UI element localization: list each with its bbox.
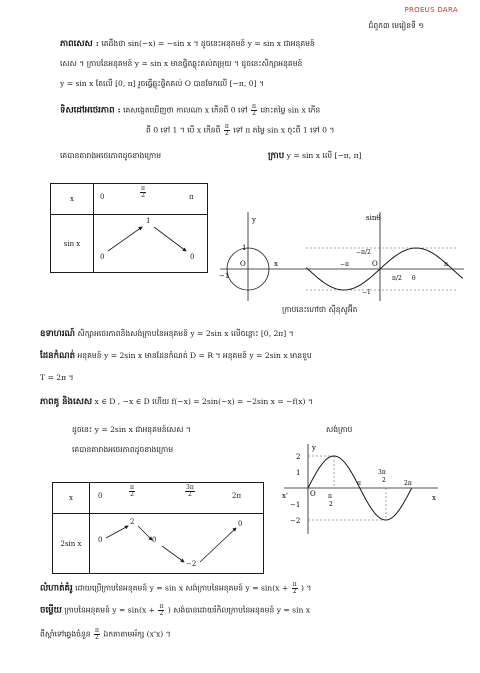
arrow-up — [108, 227, 142, 251]
table2-x-3half-pi — [185, 485, 195, 498]
tick-g2-2: 2 — [296, 453, 301, 461]
tick-g2-3half-num: 3π — [378, 469, 386, 476]
sine-graph-1 — [216, 206, 471, 306]
fraction — [94, 628, 100, 641]
tick-minus-1: −1 — [219, 272, 230, 280]
fraction-den: 2 — [224, 130, 229, 137]
example-line-3: T = 2π ។ — [40, 373, 74, 382]
fraction-den: 2 — [187, 491, 192, 498]
remark-line-3 — [40, 628, 171, 641]
sine-graph-2 — [276, 438, 446, 538]
tick-minus-half-pi: −π/2 — [356, 249, 371, 256]
remark-text-3b: ឯកតាតាមអ័ក្ស (x'x) ។ — [103, 629, 171, 639]
origin-label: O — [240, 260, 246, 268]
example-text-1: សិក្សាអថេរភាពនិងសង់ក្រាបនៃអនុគមន៍ y = 2sin x លើចន្លោះ [0, 2π] ។ — [77, 329, 294, 338]
table2-v-end: 0 — [238, 520, 243, 528]
variation-line-2 — [146, 124, 334, 137]
remark-text-1b: ) ។ — [301, 583, 312, 593]
graph-intro-label: ក្រាប — [268, 151, 285, 161]
example-line-6: គេបានតារាងអថេរភាពដូចខាងក្រោម — [72, 445, 174, 454]
example-heading: ឧទាហរណ៍ — [40, 329, 76, 339]
fraction-num: π — [130, 484, 134, 491]
table2-v-minus-2: −2 — [186, 560, 197, 568]
variation-table-sin — [50, 183, 208, 273]
fraction-den: 2 — [95, 634, 99, 641]
fraction-den: 2 — [141, 192, 145, 199]
remark-text-2a: ក្រាបនៃអនុគមន៍ y = sin(x + — [64, 605, 156, 615]
variation-text-1a: គេសង្កេតឃើញថា កាលណា x កើនពី 0 ទៅ — [123, 105, 248, 115]
tick-g2-minus-1: −1 — [290, 501, 301, 509]
parity-text-1: គេដឹងថា sin(−x) = −sin x ។ ដូចនេះអនុគមន៍ y = sin x ជាអនុគមន៍ — [101, 39, 315, 48]
table-x-row — [94, 184, 208, 215]
tick-1: 1 — [242, 244, 247, 252]
table-header-x: x — [51, 184, 94, 215]
remark-text-2b: ) សង់បានដោយរំកិលក្រាបនៃអនុគមន៍ y = sin x — [167, 605, 311, 615]
graph-2-title: សង់ក្រាប — [326, 425, 353, 434]
tick-g2-half-pi-num: π — [328, 493, 332, 500]
graph-intro — [268, 152, 362, 162]
table2-v-0: 0 — [98, 536, 103, 544]
tick-g2-3half-den: 2 — [382, 477, 386, 484]
fraction-num: π — [95, 627, 99, 634]
table2-x-2pi: 2π — [232, 492, 242, 500]
fraction-den: 2 — [159, 610, 164, 617]
parity-heading-2: ភាពគូ និងសេស — [40, 397, 93, 407]
lesson-label: ជំពូក៣ មេរៀនទី ១ — [368, 21, 424, 30]
fraction-num: π — [159, 603, 164, 610]
fraction — [251, 104, 257, 117]
variation-table-2sin — [52, 482, 264, 574]
theta-label: θ — [412, 275, 416, 282]
table2-v-2: 2 — [130, 518, 135, 526]
table2-x-row — [90, 483, 264, 514]
graph-intro-text: y = sin x លើ [−π, π] — [286, 151, 362, 160]
table2-x-0: 0 — [98, 492, 103, 500]
fraction-num: π — [141, 185, 145, 192]
variation-text-1b: នោះតម្លៃ sin x កើន — [260, 105, 321, 115]
table2-header-x: x — [53, 483, 90, 514]
remark-text-3a: ពីស្តាំទៅឆ្វេងចំនួន — [40, 629, 91, 639]
table2-value-row — [90, 514, 264, 574]
example-line-5: ដូចនេះ y = 2sin x ជាអនុគមន៍សេស ។ — [72, 425, 191, 434]
tick-g2-minus-2: −2 — [290, 517, 301, 525]
example-line-1 — [40, 330, 294, 340]
tick-minus-pi: −π — [340, 261, 349, 268]
table-x-pi: π — [189, 193, 194, 201]
table-x-0: 0 — [100, 193, 105, 201]
parity-line-1 — [60, 40, 315, 50]
table2-row-2sinx: 2sin x — [53, 514, 90, 574]
fraction-den: 2 — [292, 588, 297, 595]
table2-x-half-pi — [129, 485, 135, 498]
remark-text-1a: ដោយប្រើក្រាបនៃអនុគមន៍ y = sin x សង់ក្រាបនៃអនុគមន៍ y = sin(x + — [75, 583, 289, 593]
fraction-num: 3π — [186, 484, 194, 491]
fraction-den: 2 — [130, 491, 134, 498]
table-arrows — [94, 215, 210, 273]
fraction — [292, 582, 298, 595]
tick-g2-2pi: 2π — [404, 480, 412, 487]
fraction-num: π — [224, 123, 229, 130]
arrow-down — [154, 227, 186, 251]
brand-label: PROEUS DARA — [404, 6, 458, 14]
table-v-0: 0 — [100, 253, 105, 261]
fraction-num: π — [252, 103, 256, 110]
fraction — [158, 604, 164, 617]
parity-line-3: y = sin x តែលើ [0, π] រួចធ្វើឆ្លុះផ្ចិតគល់ O បានមែកលើ [−π, 0] ។ — [60, 79, 264, 88]
arrow-2-up — [106, 526, 128, 538]
table-intro: គេបានតារាងអថេរភាពដូចខាងក្រោម — [60, 151, 162, 160]
arrow-2-down-a — [138, 526, 152, 540]
table2-arrows — [90, 514, 264, 574]
remark-line-1 — [40, 582, 311, 595]
example-line-4 — [40, 398, 313, 408]
fraction — [224, 124, 230, 137]
fraction-num: π — [292, 581, 297, 588]
tick-g2-1: 1 — [296, 469, 301, 477]
arrow-2-up-b — [200, 528, 236, 562]
table-v-end: 0 — [190, 253, 195, 261]
axis-x-g2: x — [432, 494, 436, 502]
origin-g2: O — [310, 490, 316, 498]
example-text-4: x ∈ D , −x ∈ D ហើយ f(−x) = 2sin(−x) = −2sin x = −f(x) ។ — [94, 397, 313, 406]
sin-theta-label: sinθ — [366, 214, 381, 222]
variation-text-2b: ទៅ π តម្លៃ sin x ចុះពី 1 ទៅ 0 ។ — [233, 125, 335, 135]
axis-x: x — [274, 260, 278, 268]
graph-1-caption: ក្រាបនេះហៅថា ស៊ីនុសូអ៊ីត — [282, 305, 358, 314]
axis-y-g2: y — [312, 444, 316, 452]
origin-label-2: O — [372, 260, 378, 268]
table-x-half-pi — [140, 186, 146, 199]
table-value-row — [94, 215, 208, 273]
parity-line-2: សេស ។ ក្រាបនៃអនុគមន៍ y = sin x មានផ្ចិតឆ្លុះគល់តម្រុយ ។ ដូចនេះសិក្សាអនុគមន៍ — [60, 59, 303, 68]
table2-v-0-mid: 0 — [152, 536, 157, 544]
axis-y: y — [252, 216, 256, 224]
arrow-2-down-b — [162, 546, 184, 562]
domain-heading: ដែនកំណត់ — [40, 351, 76, 361]
table-v-1: 1 — [146, 217, 151, 225]
tick-g2-pi: π — [357, 480, 361, 487]
tick-half-pi: π/2 — [392, 275, 402, 282]
example-line-2 — [40, 352, 312, 362]
variation-heading: ទិសដៅអថេរភាព : — [60, 105, 121, 116]
tick-g2-half-pi-den: 2 — [329, 501, 333, 508]
tick-pi: π — [444, 261, 448, 268]
example-text-2: អនុគមន៍ y = 2sin x មានដែនកំណត់ D = R ។ អនុគមន៍ y = 2sin x មានខួប — [77, 351, 312, 360]
remark-line-2 — [40, 604, 310, 617]
table-row-sinx: sin x — [51, 215, 94, 273]
parity-heading: ភាពសេស : — [60, 39, 99, 49]
remark-heading: លំហាត់គំរូ — [40, 583, 73, 594]
variation-text-2a: ពី 0 ទៅ 1 ។ បើ x កើនពី — [146, 125, 221, 135]
answer-heading: ចម្លើយ — [40, 605, 62, 616]
tick-minus-one-2: −1 — [362, 289, 371, 296]
variation-line-1 — [60, 104, 320, 117]
fraction-den: 2 — [252, 110, 256, 117]
axis-x-prime: x' — [282, 492, 288, 500]
